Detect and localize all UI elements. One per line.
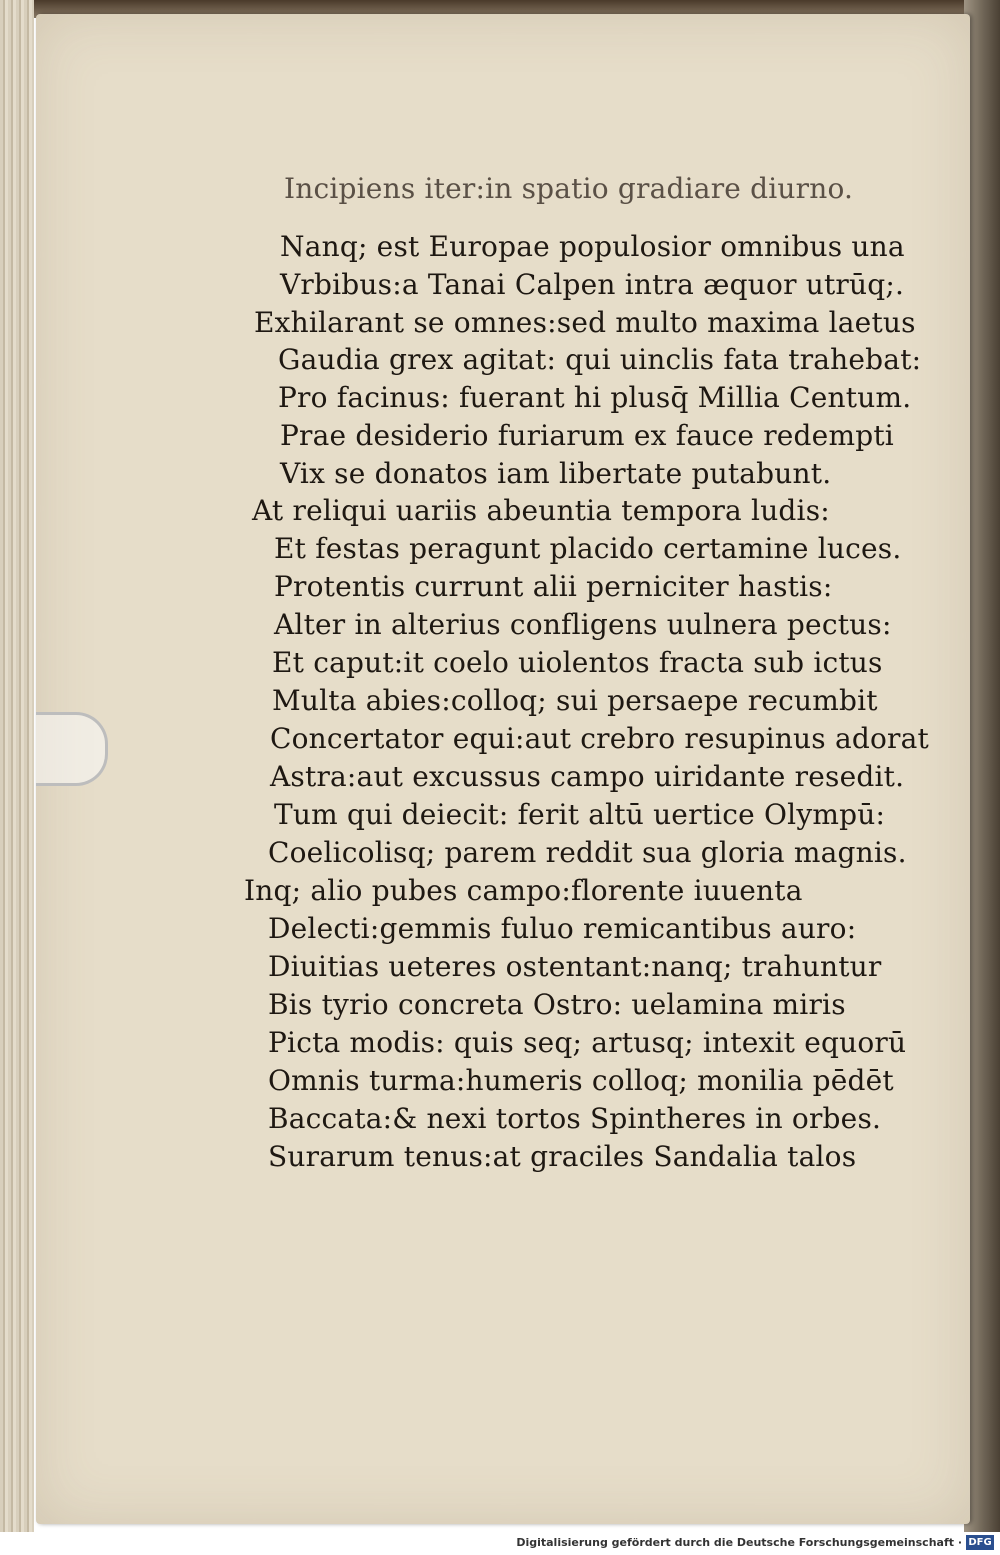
verse-line-16: Astra:aut excussus campo uiridante resedit. xyxy=(270,760,905,793)
verse-line-3: Vrbibus:a Tanai Calpen intra æquor utrūq;. xyxy=(280,268,905,301)
verse-line-4: Exhilarant se omnes:sed multo maxima laetus xyxy=(254,306,916,339)
verse-line-25: Baccata:& nexi tortos Spintheres in orbes. xyxy=(268,1102,882,1135)
verse-line-8: Vix se donatos iam libertate putabunt. xyxy=(280,457,832,490)
verse-line-6: Pro facinus: fuerant hi plusq̄ Millia Centum. xyxy=(278,381,912,414)
verse-line-24: Omnis turma:humeris colloq; monilia pēdēt xyxy=(268,1064,894,1097)
verse-line-14: Multa abies:colloq; sui persaepe recumbit xyxy=(272,684,878,717)
verse-line-5: Gaudia grex agitat: qui uinclis fata trahebat: xyxy=(278,343,922,376)
verse-line-13: Et caput:it coelo uiolentos fracta sub ictus xyxy=(272,646,883,679)
verse-line-23: Picta modis: quis seq; artusq; intexit equorū xyxy=(268,1026,907,1059)
funding-credit: Digitalisierung gefördert durch die Deutsche Forschungsgemeinschaft · xyxy=(516,1536,962,1549)
verse-line-12: Alter in alterius confligens uulnera pectus: xyxy=(274,608,892,641)
verse-line-10: Et festas peragunt placido certamine luces. xyxy=(274,532,902,565)
verse-line-1: Incipiens iter:in spatio gradiare diurno. xyxy=(284,172,854,205)
left-page-stack xyxy=(0,0,34,1532)
verse-line-20: Delecti:gemmis fuluo remicantibus auro: xyxy=(268,912,857,945)
verse-line-17: Tum qui deiecit: ferit altū uertice Olympū: xyxy=(274,798,886,831)
book-page xyxy=(36,14,970,1524)
verse-line-11: Protentis currunt alii perniciter hastis: xyxy=(274,570,833,603)
verse-line-7: Prae desiderio furiarum ex fauce redempti xyxy=(280,419,894,452)
verse-line-18: Coelicolisq; parem reddit sua gloria magnis. xyxy=(268,836,907,869)
verse-line-15: Concertator equi:aut crebro resupinus adorat xyxy=(270,722,929,755)
verse-line-21: Diuitias ueteres ostentant:nanq; trahuntur xyxy=(268,950,882,983)
verse-line-19: Inq; alio pubes campo:florente iuuenta xyxy=(244,874,803,907)
digitization-footer xyxy=(0,1532,1000,1555)
verse-line-26: Surarum tenus:at graciles Sandalia talos xyxy=(268,1140,857,1173)
verse-line-2: Nanq; est Europae populosior omnibus una xyxy=(280,230,905,263)
verse-line-22: Bis tyrio concreta Ostro: uelamina miris xyxy=(268,988,846,1021)
dfg-logo-icon: DFG xyxy=(966,1535,994,1550)
verse-block xyxy=(36,14,970,1524)
verse-line-9: At reliqui uariis abeuntia tempora ludis: xyxy=(252,494,830,527)
